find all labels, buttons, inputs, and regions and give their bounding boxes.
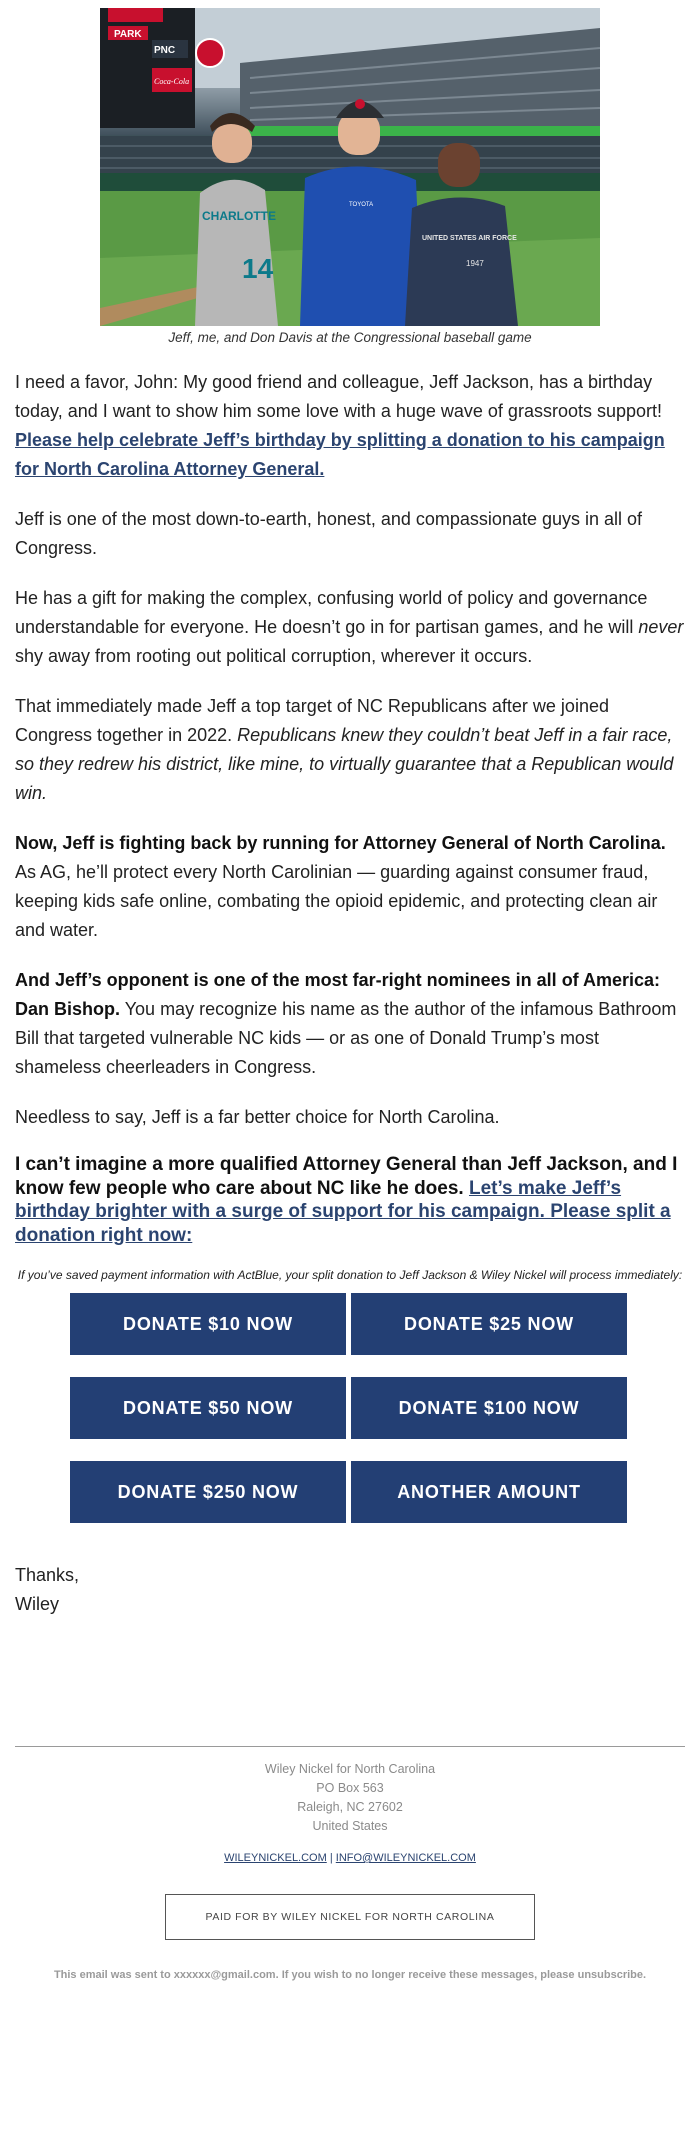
paragraph-fighting-back	[15, 829, 685, 945]
paragraph-gift-emphasis: never	[638, 617, 684, 637]
signoff-thanks: Thanks,	[15, 1565, 80, 1585]
cap-logo-icon	[355, 99, 365, 109]
donate-button-grid	[70, 1293, 630, 1523]
paragraph-gift-text-b: shy away from rooting out political corruption, wherever it occurs.	[15, 646, 533, 666]
jersey-text: CHARLOTTE	[202, 209, 276, 223]
email-body	[0, 8, 700, 1981]
paragraph-better-choice: Needless to say, Jeff is a far better choice for North Carolina.	[15, 1107, 500, 1127]
paragraph-target-text: That immediately made Jeff a top target of NC Republicans after we joined Congress together in 2022.	[15, 696, 609, 745]
sent-notice	[0, 1969, 700, 1981]
paragraph-target	[15, 692, 685, 808]
hero-photo	[100, 8, 600, 326]
split-donation-link[interactable]: Let’s make Jeff’s birthday brighter with a surge of support for his campaign. Please split a donation right now:	[15, 1177, 671, 1246]
jersey-number: 14	[242, 253, 274, 284]
paragraph-favor	[15, 368, 685, 484]
paid-for-disclaimer: PAID FOR BY WILEY NICKEL FOR NORTH CAROLINA	[165, 1894, 535, 1940]
actblue-note: If you’ve saved payment information with ActBlue, your split donation to Jeff Jackson & Wiley Nickel will process immediately:	[17, 1268, 683, 1282]
paragraph-fighting-back-strong: Now, Jeff is fighting back by running for Attorney General of North Carolina.	[15, 833, 666, 853]
paragraph-call-to-action-text: I can’t imagine a more qualified Attorney General than Jeff Jackson, and I know few people who care about NC like he does.	[15, 1154, 678, 1199]
footer-country: United States	[312, 1819, 388, 1833]
donate-25-button[interactable]: DONATE $25 NOW	[351, 1293, 627, 1355]
paragraph-gift-text-a: He has a gift for making the complex, confusing world of policy and governance understandable for everyone. He doesn’t go in for partisan games, and he will	[15, 588, 648, 637]
celebrate-donation-link[interactable]: Please help celebrate Jeff’s birthday by splitting a donation to his campaign for North Carolina Attorney General.	[15, 430, 665, 479]
donate-250-button[interactable]: DONATE $250 NOW	[70, 1461, 346, 1523]
sent-notice-end: .	[643, 1969, 647, 1981]
footer-po-box: PO Box 563	[316, 1781, 384, 1795]
paragraph-gift	[15, 584, 685, 671]
footer-address	[0, 1760, 700, 1836]
paragraph-fighting-back-text: As AG, he’ll protect every North Carolinian — guarding against consumer fraud, keeping kids safe online, combating the opioid epidemic, and protecting clean air and water.	[15, 862, 658, 940]
donate-100-button[interactable]: DONATE $100 NOW	[351, 1377, 627, 1439]
paragraph-opponent	[15, 966, 685, 1082]
paragraph-opponent-text: You may recognize his name as the author of the infamous Bathroom Bill that targeted vulnerable NC kids — or as one of Donald Trump’s most shameless cheerleaders in Congress.	[15, 999, 677, 1077]
scoreboard-park-text: PARK	[114, 29, 142, 40]
email-link[interactable]: INFO@WILEYNICKEL.COM	[335, 1852, 476, 1864]
stadium-scene	[100, 8, 600, 326]
signoff	[0, 1561, 700, 1619]
paragraph-opponent-strong: And Jeff’s opponent is one of the most far-right nominees in all of America: Dan Bishop.	[15, 970, 661, 1019]
nationals-logo-icon	[196, 39, 224, 67]
sent-notice-text: This email was sent to xxxxxx@gmail.com. If you wish to no longer receive these messages, please	[53, 1969, 578, 1981]
paragraph-favor-text: I need a favor, John: My good friend and colleague, Jeff Jackson, has a birthday today, and I want to show him some love with a huge wave of grassroots support!	[15, 372, 663, 421]
shirt-year: 1947	[466, 259, 484, 268]
another-amount-button[interactable]: ANOTHER AMOUNT	[351, 1461, 627, 1523]
donate-10-button[interactable]: DONATE $10 NOW	[70, 1293, 346, 1355]
footer-city: Raleigh, NC 27602	[297, 1800, 403, 1814]
footer-org: Wiley Nickel for North Carolina	[264, 1762, 436, 1776]
footer-divider	[15, 1746, 685, 1747]
cap-sponsor-text: TOYOTA	[349, 202, 374, 208]
donate-50-button[interactable]: DONATE $50 NOW	[70, 1377, 346, 1439]
website-link[interactable]: WILEYNICKEL.COM	[224, 1852, 327, 1864]
paragraph-call-to-action	[15, 1153, 685, 1247]
photo-caption: Jeff, me, and Don Davis at the Congressional baseball game	[168, 330, 532, 345]
shirt-text: UNITED STATES AIR FORCE	[422, 235, 517, 242]
scoreboard-pnc-text: PNC	[154, 45, 176, 56]
signoff-name: Wiley	[15, 1594, 59, 1614]
scoreboard-coke-text: Coca-Cola	[154, 77, 190, 86]
footer-links	[0, 1852, 700, 1864]
footer-link-separator: |	[329, 1852, 333, 1864]
letter-content	[0, 368, 700, 1247]
paragraph-down-to-earth: Jeff is one of the most down-to-earth, honest, and compassionate guys in all of Congress.	[15, 509, 643, 558]
paragraph-target-emphasis: Republicans knew they couldn’t beat Jeff in a fair race, so they redrew his district, like mine, to virtually guarantee that a Republican would win.	[15, 725, 674, 803]
unsubscribe-link[interactable]: unsubscribe	[577, 1969, 643, 1981]
